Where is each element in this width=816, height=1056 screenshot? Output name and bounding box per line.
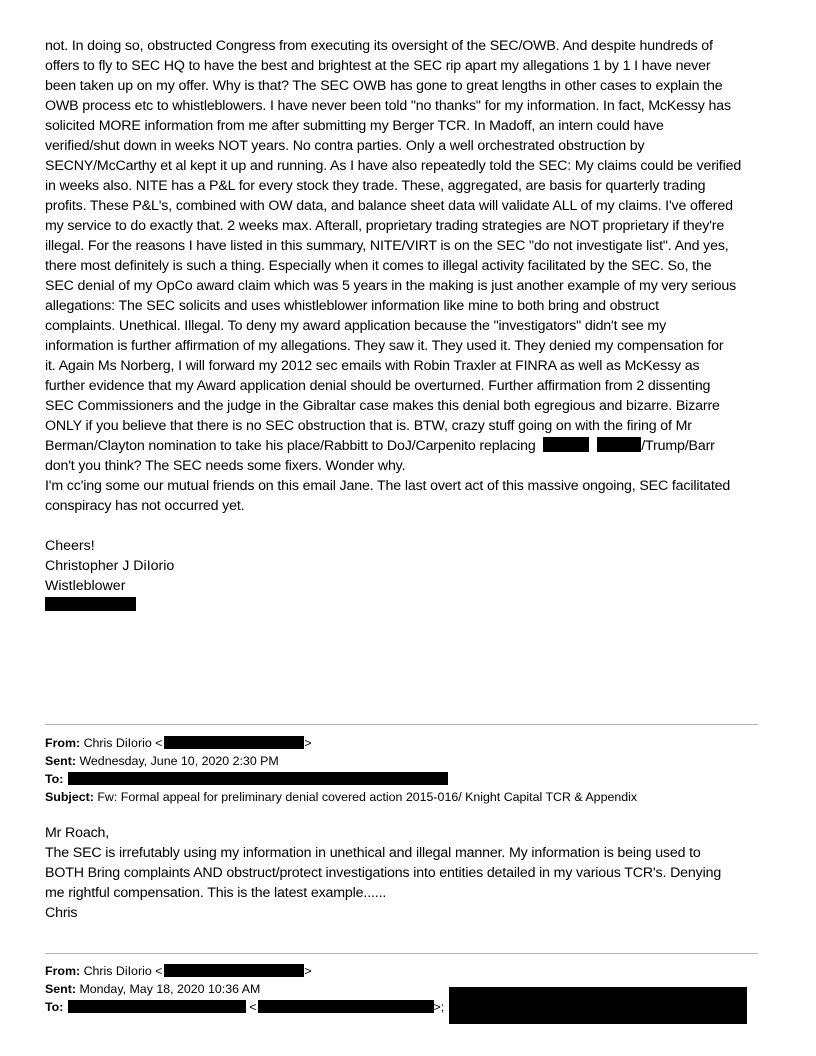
text-line: OWB process etc to whistleblowers. I have never been told "no thanks" for my information. In fact, McKessy has <box>45 98 731 114</box>
from-value: Chris DiIorio < <box>83 736 163 750</box>
header-sent: Sent: Monday, May 18, 2020 10:36 AM <box>45 982 261 996</box>
signature-block <box>45 536 775 611</box>
email-header-1 <box>45 734 765 806</box>
text-line: further evidence that my Award application denial should be overturned. Further affirmation from 2 dissenting <box>45 378 711 394</box>
sent-value: Monday, May 18, 2020 10:36 AM <box>79 982 261 996</box>
redaction-box <box>449 987 747 1024</box>
text-line: it. Again Ms Norberg, I will forward my 2012 sec emails with Robin Traxler at FINRA as well as McKessy as <box>45 358 700 374</box>
text-line: SEC Commissioners and the judge in the Gibraltar case makes this denial both egregious and bizarre. Bizarre <box>45 398 720 414</box>
text-line: in weeks also. NITE has a P&L for every stock they trade. These, aggregated, are basis for quarterly trading <box>45 178 706 194</box>
header-to: To: < >; <box>45 1000 445 1014</box>
email-1-body <box>45 823 775 923</box>
signoff: Chris <box>45 905 78 921</box>
from-value: Chris DiIorio < <box>83 964 163 978</box>
text-line: BOTH Bring complaints AND obstruct/protect investigations into entities detailed in my various TCR's. Denying <box>45 865 722 881</box>
email-body <box>45 36 775 611</box>
text-line: profits. These P&L's, combined with OW data, and balance sheet data will validate ALL of my claims. I've offered <box>45 198 733 214</box>
text-line: I'm cc'ing some our mutual friends on this email Jane. The last overt act of this massive ongoing, SEC facilitated <box>45 478 731 494</box>
text-line: illegal. For the reasons I have listed in this summary, NITE/VIRT is on the SEC "do not investigate list". And yes, <box>45 238 729 254</box>
redacted-line-suffix: /Trump/Barr <box>641 438 715 454</box>
text-line: don't you think? The SEC needs some fixers. Wonder why. <box>45 458 406 474</box>
text-line: offers to fly to SEC HQ to have the best and brightest at the SEC rip apart my allegations 1 by 1 I have never <box>45 58 711 74</box>
header-sent: Sent: Wednesday, June 10, 2020 2:30 PM <box>45 754 279 768</box>
text-line: been taken up on my offer. Why is that? The SEC OWB has gone to great lengths in other cases to explain the <box>45 78 723 94</box>
body-tail-paragraph <box>45 456 775 516</box>
email-divider <box>45 953 758 954</box>
text-line: SECNY/McCarthy et al kept it up and running. As I have also repeatedly told the SEC: My claims could be verified <box>45 158 742 174</box>
header-subject: Subject: Fw: Formal appeal for preliminary denial covered action 2015-016/ Knight Capital TCR & Appendix <box>45 790 638 804</box>
header-from: From: Chris DiIorio < > <box>45 736 312 750</box>
signature-greeting: Cheers! <box>45 538 95 554</box>
text-line: verified/shut down in weeks NOT years. No contra parties. Only a well orchestrated obstruction by <box>45 138 645 154</box>
redaction-box <box>45 597 136 611</box>
text-line: complaints. Unethical. Illegal. To deny my award application because the "investigators" didn't see my <box>45 318 667 334</box>
text-line: there most definitely is such a thing. Especially when it comes to illegal activity facilitated by the SEC. So, the <box>45 258 712 274</box>
email-divider <box>45 724 758 725</box>
text-line: not. In doing so, obstructed Congress from executing its oversight of the SEC/OWB. And despite hundreds of <box>45 38 713 54</box>
redaction-box <box>164 964 304 977</box>
subject-value: Fw: Formal appeal for preliminary denial covered action 2015-016/ Knight Capital TCR & Appendix <box>97 790 638 804</box>
body-redacted-line <box>45 436 775 456</box>
text-line: my service to do exactly that. 2 weeks max. Afterall, proprietary trading strategies are NOT proprietary if they're <box>45 218 725 234</box>
signature-name: Christopher J DiIorio <box>45 558 175 574</box>
email-1-paragraph <box>45 843 775 903</box>
header-from: From: Chris DiIorio < > <box>45 964 312 978</box>
text-line: The SEC is irrefutably using my information in unethical and illegal manner. My information is being used to <box>45 845 701 861</box>
redacted-line-prefix: Berman/Clayton nomination to take his place/Rabbitt to DoJ/Carpenito replacing <box>45 438 536 454</box>
redaction-box <box>68 1000 246 1013</box>
text-line: ONLY if you believe that there is no SEC obstruction that is. BTW, crazy stuff going on with the firing of Mr <box>45 418 692 434</box>
redaction-box <box>543 437 589 452</box>
salutation: Mr Roach, <box>45 825 110 841</box>
text-line: solicited MORE information from me after submitting my Berger TCR. In Madoff, an intern could have <box>45 118 664 134</box>
body-paragraph <box>45 36 775 436</box>
text-line: me rightful compensation. This is the latest example...... <box>45 885 387 901</box>
redaction-box <box>68 772 448 785</box>
header-to: To: <box>45 770 765 788</box>
text-line: SEC denial of my OpCo award claim which was 5 years in the making is just another example of my very serious <box>45 278 737 294</box>
redaction-box <box>258 1000 434 1013</box>
text-line: conspiracy has not occurred yet. <box>45 498 245 514</box>
text-line: allegations: The SEC solicits and uses whistleblower information like mine to both bring and obstruct <box>45 298 659 314</box>
redaction-box <box>597 437 641 452</box>
text-line: information is further affirmation of my allegations. They saw it. They used it. They denied my compensation for <box>45 338 724 354</box>
sent-value: Wednesday, June 10, 2020 2:30 PM <box>79 754 279 768</box>
signature-title: Wistleblower <box>45 578 126 594</box>
redaction-box <box>164 736 304 749</box>
